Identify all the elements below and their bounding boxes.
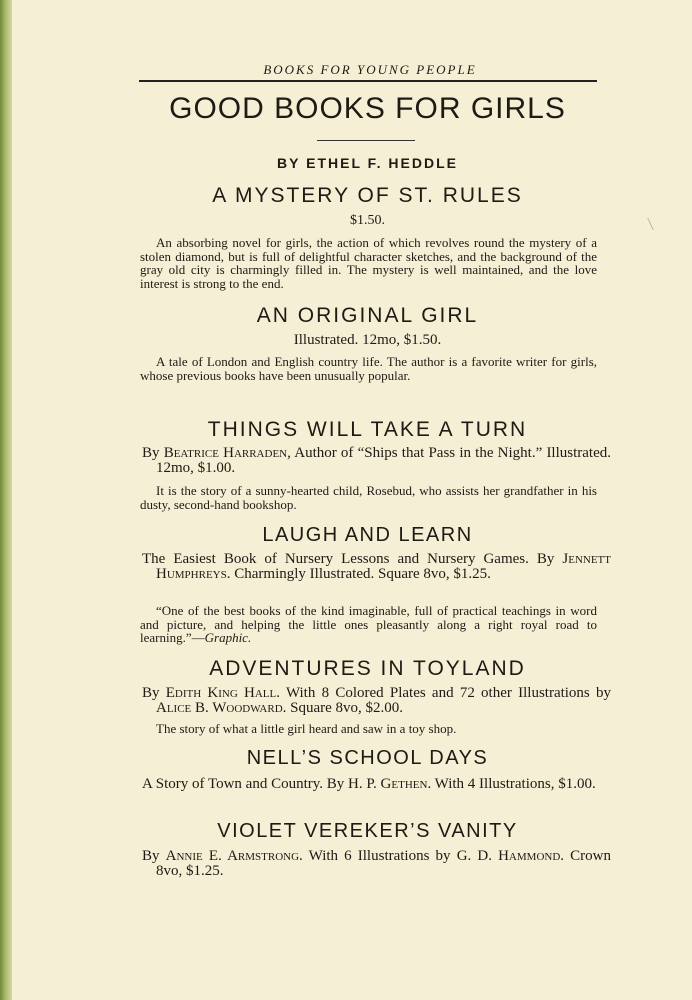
entry-details: . With 4 Illustrations, $1.00. — [427, 776, 596, 792]
entry-pre: The Easiest Book of Nursery Lessons and Nursery Games. By — [142, 551, 563, 567]
entry-by: By — [142, 848, 166, 864]
quote-source: Graphic. — [204, 630, 252, 645]
entry-details: . Crown 8vo, $1.25. — [156, 848, 611, 879]
book-title-mystery-st-rules: A MYSTERY OF ST. RULES — [212, 184, 523, 207]
page-title: GOOD BOOKS FOR GIRLS — [169, 92, 566, 125]
book-title-things-will-take-a-turn: THINGS WILL TAKE A TURN — [207, 418, 528, 441]
running-head: BOOKS FOR YOUNG PEOPLE — [263, 62, 477, 77]
illustrator-name: Alice B. Woodward — [156, 700, 283, 716]
book-title-nells-school-days: NELL’S SCHOOL DAYS — [246, 747, 489, 769]
quote-text: “One of the best books of the kind imaginable, full of practical teachings in word and picture, and helping the little ones pleasantly along a right royal road to learning.”— — [140, 603, 597, 645]
author-name: Beatrice Harraden — [163, 445, 288, 461]
page-binding — [0, 0, 12, 1000]
book-title-original-girl: AN ORIGINAL GIRL — [256, 304, 479, 327]
book-description: A tale of London and English country life. The author is a favorite writer for girls, whose previous books have been unusually popular. — [140, 354, 597, 383]
book-price: Illustrated. 12mo, $1.50. — [293, 332, 442, 348]
author-name: Edith King Hall — [165, 685, 277, 701]
entry-mid: . With 6 Illustrations by — [299, 848, 457, 864]
header-rule — [139, 80, 597, 82]
book-title-violet-verekers-vanity: VIOLET VEREKER’S VANITY — [217, 820, 518, 842]
entry-details: , Author of “Ships that Pass in the Night.” Illustrated. 12mo, $1.00. — [156, 445, 612, 476]
entry-mid: . With 8 Colored Plates and 72 other Illustrations by — [276, 685, 612, 701]
book-description: It is the story of a sunny-hearted child, Rosebud, who assists her grandfather in his dusty, second-hand bookshop. — [140, 483, 597, 512]
author-name: Jennett Humphreys — [156, 551, 611, 582]
book-entry — [142, 777, 611, 792]
author-name: H. P. Gethen — [348, 776, 428, 792]
book-entry — [142, 686, 611, 716]
title-rule — [317, 140, 415, 141]
book-title-adventures-in-toyland: ADVENTURES IN TOYLAND — [209, 657, 526, 680]
book-entry — [142, 849, 611, 879]
book-price: $1.50. — [350, 213, 385, 228]
book-entry — [142, 446, 611, 476]
entry-by: By — [142, 445, 164, 461]
illustrator-name: G. D. Hammond — [456, 848, 561, 864]
author-byline: BY ETHEL F. HEDDLE — [277, 155, 458, 171]
book-entry — [142, 552, 611, 582]
book-description: An absorbing novel for girls, the action of which revolves round the mystery of a stolen diamond, but is full of delightful character sketches, and the background of the gray old city is charmingly filled in. The mystery is well maintained, and the love interest is strong to the end. — [140, 235, 597, 291]
book-description: The story of what a little girl heard and saw in a toy shop. — [156, 721, 457, 736]
entry-pre: A Story of Town and Country. By — [142, 776, 349, 792]
book-title-laugh-and-learn: LAUGH AND LEARN — [262, 524, 473, 546]
author-name: Annie E. Armstrong — [165, 848, 300, 864]
entry-details: . Square 8vo, $2.00. — [282, 700, 404, 716]
book-quote — [140, 604, 597, 645]
entry-details: . Charmingly Illustrated. Square 8vo, $1.25. — [226, 566, 491, 582]
entry-by: By — [142, 685, 166, 701]
